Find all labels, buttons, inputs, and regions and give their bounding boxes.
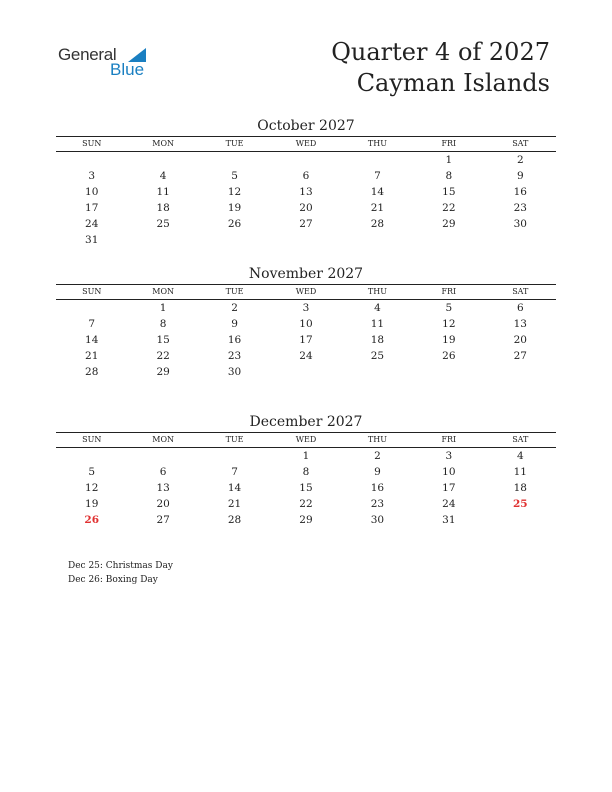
logo-word-general: General bbox=[58, 45, 117, 64]
day-cell: 28 bbox=[370, 218, 385, 230]
day-cell: 26 bbox=[442, 350, 456, 362]
day-cell: 24 bbox=[442, 498, 456, 510]
day-cell: 15 bbox=[156, 334, 170, 346]
day-cell: 25 bbox=[156, 218, 170, 230]
weekday-label: THU bbox=[367, 287, 387, 296]
day-cell: 11 bbox=[513, 466, 527, 478]
weekday-label: TUE bbox=[225, 139, 244, 148]
day-cell: 3 bbox=[88, 170, 96, 182]
month-calendar bbox=[56, 116, 556, 248]
day-cell: 8 bbox=[302, 466, 310, 478]
weekday-label: FRI bbox=[441, 287, 457, 296]
weekday-label: SUN bbox=[82, 287, 102, 296]
day-cell: 1 bbox=[302, 450, 310, 462]
day-cell: 2 bbox=[516, 154, 524, 166]
weekday-label: TUE bbox=[225, 287, 244, 296]
day-cell bbox=[199, 448, 270, 464]
holiday-note: Dec 26: Boxing Day bbox=[68, 575, 158, 585]
day-cell: 2 bbox=[231, 302, 238, 314]
day-cell bbox=[413, 232, 484, 248]
month-title: December 2027 bbox=[249, 414, 363, 430]
day-cell: 11 bbox=[370, 318, 385, 330]
day-cell: 6 bbox=[159, 466, 167, 478]
day-cell: 17 bbox=[299, 334, 313, 346]
day-cell: 14 bbox=[370, 186, 385, 198]
day-cell: 19 bbox=[227, 202, 242, 214]
weekday-label: THU bbox=[367, 435, 387, 444]
day-cell: 5 bbox=[445, 302, 453, 314]
day-cell: 15 bbox=[299, 482, 313, 494]
day-cell: 21 bbox=[227, 498, 242, 510]
weekday-label: MON bbox=[152, 139, 174, 148]
day-cell bbox=[342, 364, 413, 380]
day-cell: 2 bbox=[374, 450, 381, 462]
day-cell bbox=[485, 364, 556, 380]
day-cell: 1 bbox=[445, 154, 453, 166]
day-cell: 5 bbox=[88, 466, 96, 478]
day-cell bbox=[270, 364, 341, 380]
day-cell: 18 bbox=[156, 202, 170, 214]
day-cell: 19 bbox=[442, 334, 456, 346]
day-cell: 28 bbox=[227, 514, 242, 526]
day-cell: 1 bbox=[159, 302, 167, 314]
weekday-label: SAT bbox=[512, 287, 529, 296]
day-cell: 27 bbox=[156, 514, 170, 526]
day-cell: 12 bbox=[442, 318, 456, 330]
day-cell: 28 bbox=[85, 366, 99, 378]
day-cell: 19 bbox=[85, 498, 99, 510]
day-cell: 6 bbox=[302, 170, 310, 182]
weekday-label: SAT bbox=[512, 435, 529, 444]
day-cell: 20 bbox=[513, 334, 527, 346]
day-cell: 31 bbox=[442, 514, 456, 526]
day-cell: 25 bbox=[512, 498, 528, 510]
day-cell: 24 bbox=[299, 350, 313, 362]
month-calendar bbox=[56, 412, 556, 528]
weekday-label: MON bbox=[152, 435, 174, 444]
day-cell: 27 bbox=[513, 350, 527, 362]
day-cell bbox=[342, 232, 413, 248]
day-cell: 23 bbox=[227, 350, 242, 362]
day-grid bbox=[56, 152, 556, 248]
day-cell bbox=[56, 152, 127, 168]
day-cell bbox=[127, 152, 198, 168]
day-cell: 14 bbox=[227, 482, 242, 494]
day-cell: 4 bbox=[516, 450, 524, 462]
day-cell: 30 bbox=[513, 218, 527, 230]
holiday-notes bbox=[68, 559, 173, 587]
day-cell: 25 bbox=[370, 350, 385, 362]
month-title: October 2027 bbox=[257, 118, 355, 134]
day-cell bbox=[56, 300, 127, 316]
day-cell: 29 bbox=[442, 218, 456, 230]
weekday-label: WED bbox=[295, 287, 317, 296]
day-cell: 26 bbox=[84, 514, 100, 526]
day-cell bbox=[270, 152, 341, 168]
day-cell: 9 bbox=[516, 170, 524, 182]
day-cell: 22 bbox=[442, 202, 456, 214]
weekday-header bbox=[56, 284, 556, 300]
month-calendar bbox=[56, 264, 556, 380]
day-cell: 24 bbox=[85, 218, 99, 230]
day-cell: 29 bbox=[156, 366, 170, 378]
weekday-label: FRI bbox=[441, 435, 457, 444]
day-cell: 29 bbox=[299, 514, 313, 526]
day-grid bbox=[56, 448, 556, 528]
day-cell bbox=[56, 448, 127, 464]
day-cell: 3 bbox=[445, 450, 453, 462]
day-cell: 3 bbox=[302, 302, 310, 314]
weekday-label: MON bbox=[152, 287, 174, 296]
day-cell: 16 bbox=[370, 482, 385, 494]
day-grid bbox=[56, 300, 556, 380]
day-cell: 15 bbox=[442, 186, 456, 198]
day-cell: 4 bbox=[159, 170, 167, 182]
day-cell: 20 bbox=[156, 498, 170, 510]
day-cell: 13 bbox=[513, 318, 527, 330]
quarter-title: Quarter 4 of 2027 bbox=[331, 38, 550, 66]
country-title: Cayman Islands bbox=[356, 69, 550, 97]
day-cell bbox=[485, 512, 556, 528]
weekday-header bbox=[56, 136, 556, 152]
day-cell: 17 bbox=[442, 482, 456, 494]
day-cell bbox=[413, 364, 484, 380]
month-title: November 2027 bbox=[248, 266, 364, 282]
day-cell: 4 bbox=[374, 302, 381, 314]
day-cell: 5 bbox=[231, 170, 238, 182]
day-cell: 23 bbox=[513, 202, 527, 214]
day-cell: 6 bbox=[516, 302, 524, 314]
day-cell bbox=[342, 152, 413, 168]
day-cell: 13 bbox=[299, 186, 313, 198]
weekday-header bbox=[56, 432, 556, 448]
weekday-label: WED bbox=[295, 435, 317, 444]
day-cell: 23 bbox=[370, 498, 385, 510]
holiday-note: Dec 25: Christmas Day bbox=[68, 561, 173, 571]
day-cell: 18 bbox=[513, 482, 527, 494]
day-cell: 11 bbox=[156, 186, 170, 198]
day-cell bbox=[199, 232, 270, 248]
day-cell: 26 bbox=[227, 218, 242, 230]
day-cell bbox=[270, 232, 341, 248]
day-cell: 22 bbox=[156, 350, 170, 362]
day-cell: 27 bbox=[299, 218, 313, 230]
day-cell: 8 bbox=[159, 318, 167, 330]
weekday-label: WED bbox=[295, 139, 317, 148]
day-cell: 14 bbox=[85, 334, 99, 346]
day-cell bbox=[127, 448, 198, 464]
generalblue-logo bbox=[58, 45, 158, 81]
day-cell: 22 bbox=[299, 498, 313, 510]
day-cell: 8 bbox=[445, 170, 453, 182]
weekday-label: SAT bbox=[512, 139, 529, 148]
day-cell: 31 bbox=[85, 234, 99, 246]
page-title bbox=[331, 36, 550, 98]
day-cell: 7 bbox=[374, 170, 381, 182]
day-cell: 30 bbox=[370, 514, 385, 526]
day-cell: 7 bbox=[88, 318, 96, 330]
day-cell: 21 bbox=[85, 350, 99, 362]
day-cell: 10 bbox=[442, 466, 456, 478]
weekday-label: TUE bbox=[225, 435, 244, 444]
day-cell bbox=[127, 232, 198, 248]
day-cell: 20 bbox=[299, 202, 313, 214]
day-cell: 16 bbox=[513, 186, 527, 198]
weekday-label: SUN bbox=[82, 139, 102, 148]
day-cell: 12 bbox=[85, 482, 99, 494]
logo-word-blue: Blue bbox=[110, 60, 145, 79]
day-cell: 13 bbox=[156, 482, 170, 494]
weekday-label: THU bbox=[367, 139, 387, 148]
day-cell bbox=[485, 232, 556, 248]
day-cell: 10 bbox=[85, 186, 99, 198]
day-cell: 17 bbox=[85, 202, 99, 214]
day-cell: 12 bbox=[227, 186, 242, 198]
day-cell: 16 bbox=[227, 334, 242, 346]
day-cell: 21 bbox=[370, 202, 385, 214]
weekday-label: SUN bbox=[82, 435, 102, 444]
day-cell: 9 bbox=[231, 318, 238, 330]
weekday-label: FRI bbox=[441, 139, 457, 148]
day-cell: 10 bbox=[299, 318, 313, 330]
day-cell: 30 bbox=[227, 366, 242, 378]
day-cell: 7 bbox=[231, 466, 238, 478]
day-cell: 18 bbox=[370, 334, 385, 346]
day-cell: 9 bbox=[374, 466, 381, 478]
day-cell bbox=[199, 152, 270, 168]
